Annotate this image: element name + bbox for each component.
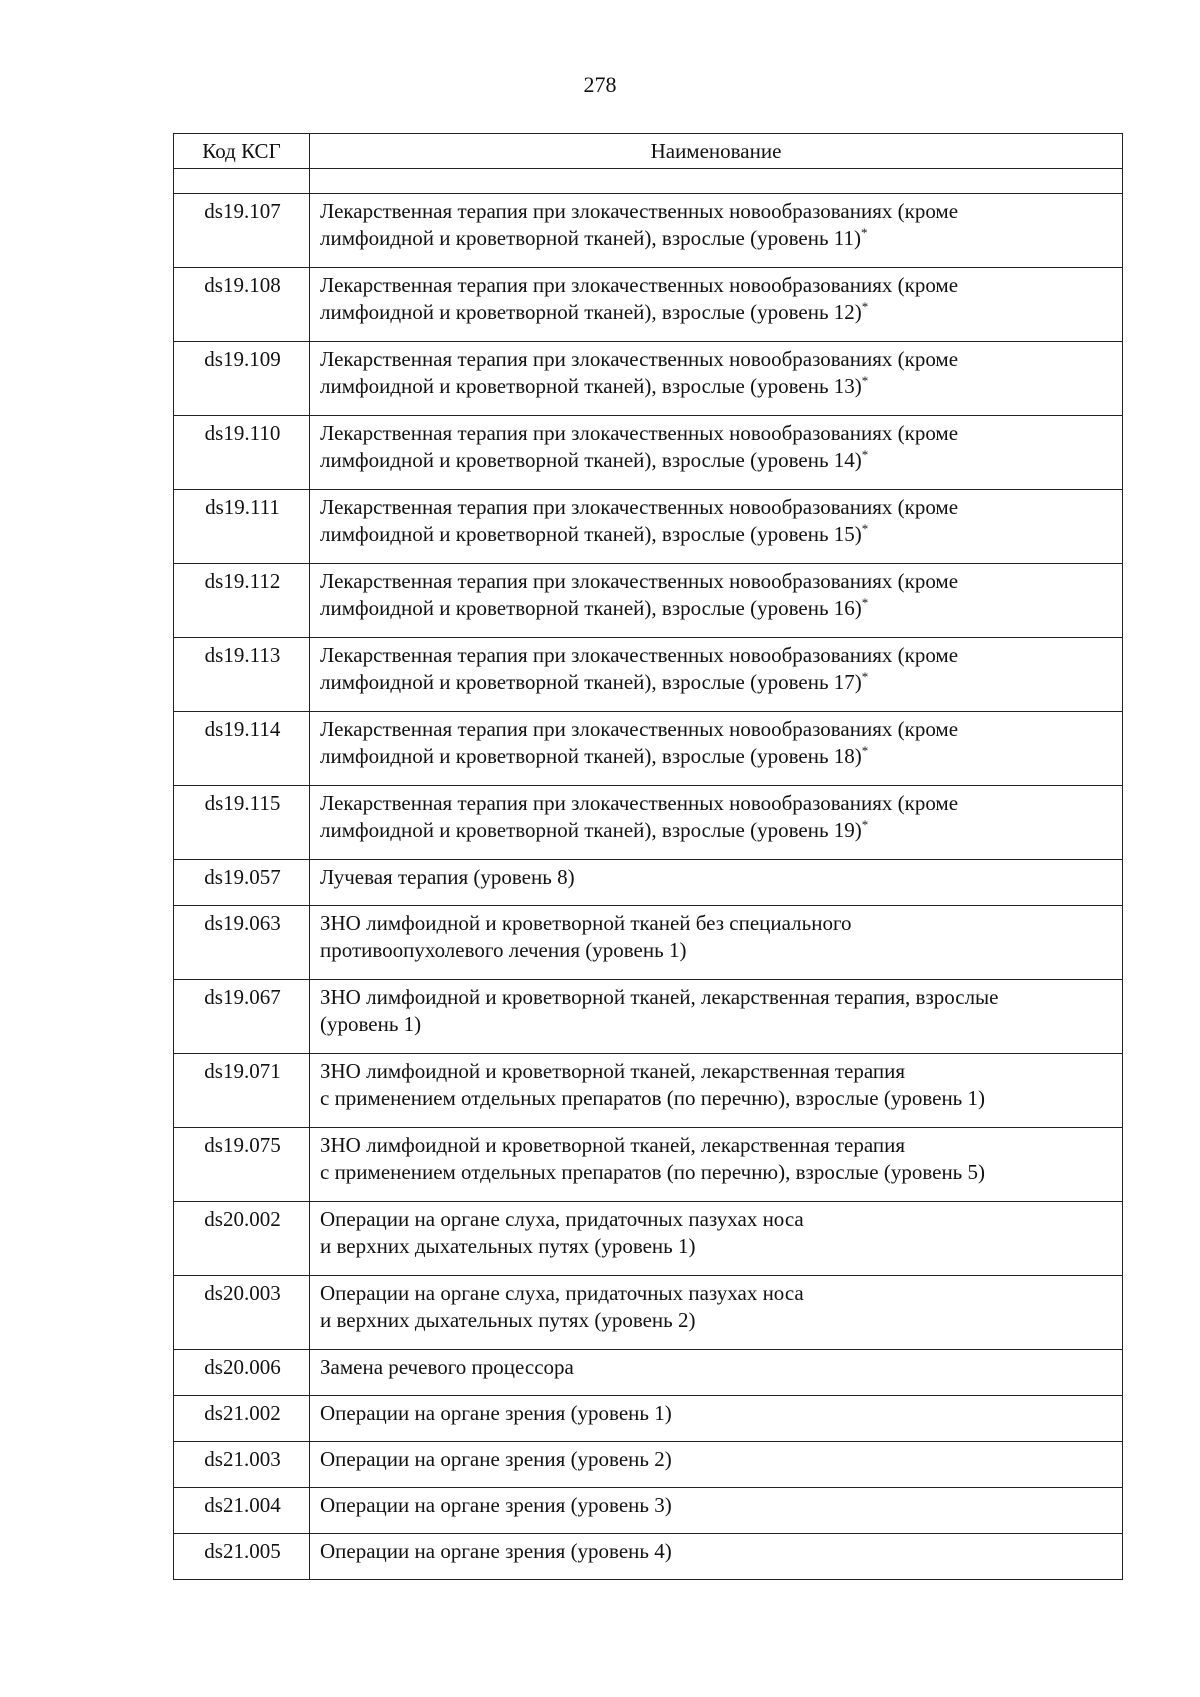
ksg-code-cell: ds19.108 [174,268,310,342]
header-name: Наименование [310,134,1123,169]
ksg-name-cell [310,1054,1123,1128]
ksg-code-cell: ds19.111 [174,490,310,564]
name-line-2: лимфоидной и кроветворной тканей), взрослые (уровень 11) [320,226,862,250]
ksg-name-cell [310,1488,1123,1534]
name-line-1: ЗНО лимфоидной и кроветворной тканей, лекарственная терапия [320,1133,906,1157]
name-line-2: и верхних дыхательных путях (уровень 2) [320,1308,696,1332]
ksg-code-cell: ds19.115 [174,786,310,860]
table-row [174,1488,1123,1534]
blank-cell [174,169,310,194]
name-line-2: с применением отдельных препаратов (по перечню), взрослые (уровень 5) [320,1160,985,1184]
name-line-1: Лекарственная терапия при злокачественных новообразованиях (кроме [320,791,959,815]
ksg-code-cell: ds19.063 [174,906,310,980]
footnote-mark: * [861,669,869,684]
name-line-2: лимфоидной и кроветворной тканей), взрослые (уровень 17) [320,670,862,694]
table-row [174,980,1123,1054]
ksg-name-cell [310,564,1123,638]
name-line-2: с применением отдельных препаратов (по перечню), взрослые (уровень 1) [320,1086,985,1110]
name-line-2: (уровень 1) [320,1012,422,1036]
ksg-name-cell [310,1534,1123,1580]
name-line-1: ЗНО лимфоидной и кроветворной тканей, лекарственная терапия [320,1059,906,1083]
table-row [174,786,1123,860]
table-row [174,860,1123,906]
name-line-1: ЗНО лимфоидной и кроветворной тканей без специального [320,911,852,935]
ksg-name-cell [310,1396,1123,1442]
ksg-code-cell: ds19.114 [174,712,310,786]
table-row [174,268,1123,342]
table-header-row [174,134,1123,169]
name-line-1: Операции на органе зрения (уровень 1) [320,1401,672,1425]
header-code: Код КСГ [174,134,310,169]
name-line-1: Лекарственная терапия при злокачественных новообразованиях (кроме [320,643,959,667]
ksg-name-cell [310,712,1123,786]
footnote-mark: * [861,521,869,536]
footnote-mark: * [861,595,869,610]
ksg-code-cell: ds21.003 [174,1442,310,1488]
table-row [174,712,1123,786]
ksg-name-cell [310,786,1123,860]
table-row [174,342,1123,416]
ksg-code-cell: ds21.005 [174,1534,310,1580]
name-line-2: лимфоидной и кроветворной тканей), взрослые (уровень 14) [320,448,862,472]
ksg-name-cell [310,1128,1123,1202]
name-line-2: лимфоидной и кроветворной тканей), взрослые (уровень 16) [320,596,862,620]
table-row [174,1202,1123,1276]
ksg-name-cell [310,194,1123,268]
table-row [174,1128,1123,1202]
name-line-1: Операции на органе зрения (уровень 2) [320,1447,672,1471]
table-row [174,1054,1123,1128]
ksg-code-cell: ds21.004 [174,1488,310,1534]
ksg-code-cell: ds19.071 [174,1054,310,1128]
name-line-1: Лучевая терапия (уровень 8) [320,865,575,889]
table-row [174,194,1123,268]
ksg-code-cell: ds19.113 [174,638,310,712]
name-line-2: лимфоидной и кроветворной тканей), взрослые (уровень 13) [320,374,862,398]
table-row [174,1350,1123,1396]
table-row [174,1534,1123,1580]
footnote-mark: * [861,225,868,240]
name-line-1: Операции на органе зрения (уровень 4) [320,1539,672,1563]
name-line-1: Операции на органе слуха, придаточных пазухах носа [320,1281,804,1305]
ksg-name-cell [310,1350,1123,1396]
table-row [174,906,1123,980]
name-line-2: лимфоидной и кроветворной тканей), взрослые (уровень 15) [320,522,862,546]
name-line-1: Операции на органе зрения (уровень 3) [320,1493,672,1517]
ksg-code-cell: ds19.107 [174,194,310,268]
name-line-1: Лекарственная терапия при злокачественных новообразованиях (кроме [320,421,959,445]
ksg-code-cell: ds20.006 [174,1350,310,1396]
name-line-1: Замена речевого процессора [320,1355,574,1379]
ksg-name-cell [310,1276,1123,1350]
name-line-1: Лекарственная терапия при злокачественных новообразованиях (кроме [320,569,959,593]
name-line-1: Лекарственная терапия при злокачественных новообразованиях (кроме [320,199,959,223]
name-line-1: Операции на органе слуха, придаточных пазухах носа [320,1207,804,1231]
ksg-name-cell [310,980,1123,1054]
name-line-2: лимфоидной и кроветворной тканей), взрослые (уровень 18) [320,744,862,768]
name-line-2: лимфоидной и кроветворной тканей), взрослые (уровень 12) [320,300,862,324]
table-row [174,564,1123,638]
ksg-name-cell [310,860,1123,906]
table-row [174,1276,1123,1350]
name-line-2: и верхних дыхательных путях (уровень 1) [320,1234,696,1258]
name-line-1: Лекарственная терапия при злокачественных новообразованиях (кроме [320,495,959,519]
footnote-mark: * [861,743,869,758]
footnote-mark: * [861,447,869,462]
ksg-code-cell: ds19.075 [174,1128,310,1202]
table-row [174,1396,1123,1442]
ksg-code-cell: ds20.003 [174,1276,310,1350]
ksg-code-cell: ds21.002 [174,1396,310,1442]
name-line-2: лимфоидной и кроветворной тканей), взрослые (уровень 19) [320,818,862,842]
name-line-1: Лекарственная терапия при злокачественных новообразованиях (кроме [320,347,959,371]
footnote-mark: * [861,373,869,388]
blank-cell [310,169,1123,194]
footnote-mark: * [861,299,869,314]
ksg-name-cell [310,268,1123,342]
ksg-code-cell: ds19.057 [174,860,310,906]
ksg-name-cell [310,1202,1123,1276]
ksg-code-cell: ds19.110 [174,416,310,490]
name-line-2: противоопухолевого лечения (уровень 1) [320,938,687,962]
ksg-name-cell [310,490,1123,564]
page-number: 278 [583,72,617,97]
name-line-1: Лекарственная терапия при злокачественных новообразованиях (кроме [320,273,959,297]
ksg-name-cell [310,638,1123,712]
ksg-name-cell [310,416,1123,490]
ksg-code-cell: ds20.002 [174,1202,310,1276]
ksg-name-cell [310,342,1123,416]
ksg-code-cell: ds19.109 [174,342,310,416]
table-row [174,416,1123,490]
ksg-table [173,133,1123,1580]
name-line-1: Лекарственная терапия при злокачественных новообразованиях (кроме [320,717,959,741]
ksg-code-cell: ds19.112 [174,564,310,638]
blank-row [174,169,1123,194]
footnote-mark: * [861,817,869,832]
ksg-name-cell [310,1442,1123,1488]
table-row [174,638,1123,712]
name-line-1: ЗНО лимфоидной и кроветворной тканей, лекарственная терапия, взрослые [320,985,999,1009]
table-row [174,490,1123,564]
table-row [174,1442,1123,1488]
ksg-code-cell: ds19.067 [174,980,310,1054]
ksg-name-cell [310,906,1123,980]
